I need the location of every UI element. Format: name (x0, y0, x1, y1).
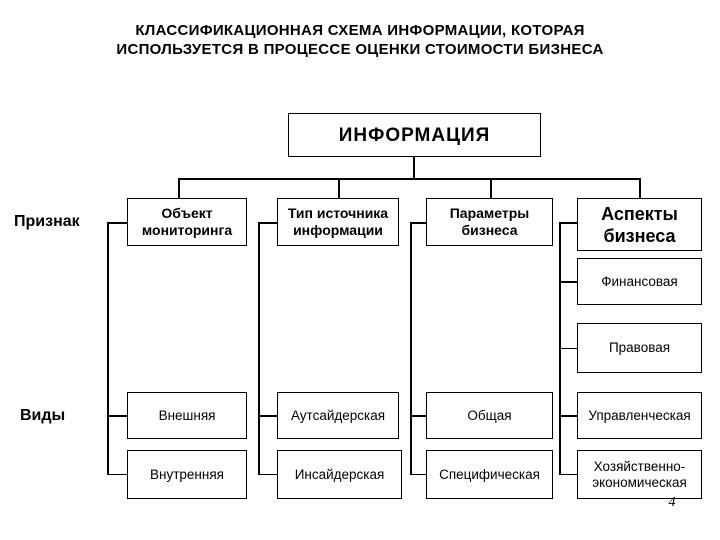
category-box-business-aspects (577, 198, 702, 251)
connector-stub-col2-category (258, 222, 277, 224)
connector-trunk-col2 (258, 222, 260, 475)
item-label: Специфическая (439, 466, 540, 482)
connector-root-stem (413, 157, 415, 178)
connector-stub-col3-row2 (410, 474, 426, 476)
connector-drop-col1 (178, 178, 180, 198)
item-label: Инсайдерская (294, 466, 385, 482)
connector-drop-col3 (490, 178, 492, 198)
root-box-information (288, 113, 541, 157)
item-box-legal (577, 323, 702, 373)
connector-drop-col2 (338, 178, 340, 198)
root-box-label: ИНФОРМАЦИЯ (338, 124, 491, 146)
item-label: Общая (467, 407, 512, 423)
connector-stub-col4-row1 (559, 415, 577, 417)
item-box-external (127, 392, 247, 439)
connector-stub-col1-row2 (107, 474, 127, 476)
page-number: 4 (668, 495, 676, 510)
item-box-general (426, 392, 553, 439)
item-label: Финансовая (601, 273, 678, 289)
category-label: Тип источника информации (287, 205, 389, 238)
connector-stub-col1-category (107, 222, 127, 224)
category-label: Объект мониторинга (141, 205, 233, 238)
connector-drop-col4 (639, 178, 641, 198)
item-box-specific (426, 450, 553, 499)
connector-trunk-col1 (107, 222, 109, 475)
connector-stub-col3-category (410, 222, 426, 224)
item-box-managerial (577, 392, 702, 439)
item-label: Правовая (608, 340, 671, 355)
item-label: Хозяйственно-экономическая (592, 458, 687, 490)
connector-stub-col4-row2 (559, 474, 577, 476)
connector-stub-col4-legal (559, 348, 577, 350)
item-label: Управленческая (588, 407, 691, 423)
connector-main-rail (178, 178, 640, 180)
item-box-insider (277, 450, 402, 499)
connector-stub-col4-financial (559, 281, 577, 283)
category-box-source-type (277, 198, 399, 246)
page-title (0, 21, 720, 59)
item-label: Внутренняя (150, 466, 224, 482)
row-label-criterion: Признак (14, 213, 80, 230)
category-box-monitoring-object (127, 198, 247, 246)
item-label: Внешняя (158, 407, 216, 423)
page-title-line1: КЛАССИФИКАЦИОННАЯ СХЕМА ИНФОРМАЦИИ, КОТОРАЯ (135, 22, 585, 39)
row-label-kinds: Виды (20, 407, 66, 424)
connector-stub-col3-row1 (410, 415, 426, 417)
category-box-business-parameters (426, 198, 553, 246)
connector-stub-col1-row1 (107, 415, 127, 417)
category-label: Параметры бизнеса (449, 205, 530, 238)
item-box-economic (577, 450, 702, 499)
connector-stub-col2-row1 (258, 415, 277, 417)
item-box-internal (127, 450, 247, 499)
item-box-outsider (277, 392, 399, 439)
page-title-line2: ИСПОЛЬЗУЕТСЯ В ПРОЦЕССЕ ОЦЕНКИ СТОИМОСТИ БИЗНЕСА (116, 41, 604, 58)
connector-trunk-col3 (410, 222, 412, 475)
connector-stub-col4-category (559, 222, 577, 224)
item-box-financial (577, 258, 702, 305)
connector-stub-col2-row2 (258, 474, 277, 476)
item-label: Аутсайдерская (290, 407, 386, 423)
category-label: Аспекты бизнеса (601, 203, 678, 246)
